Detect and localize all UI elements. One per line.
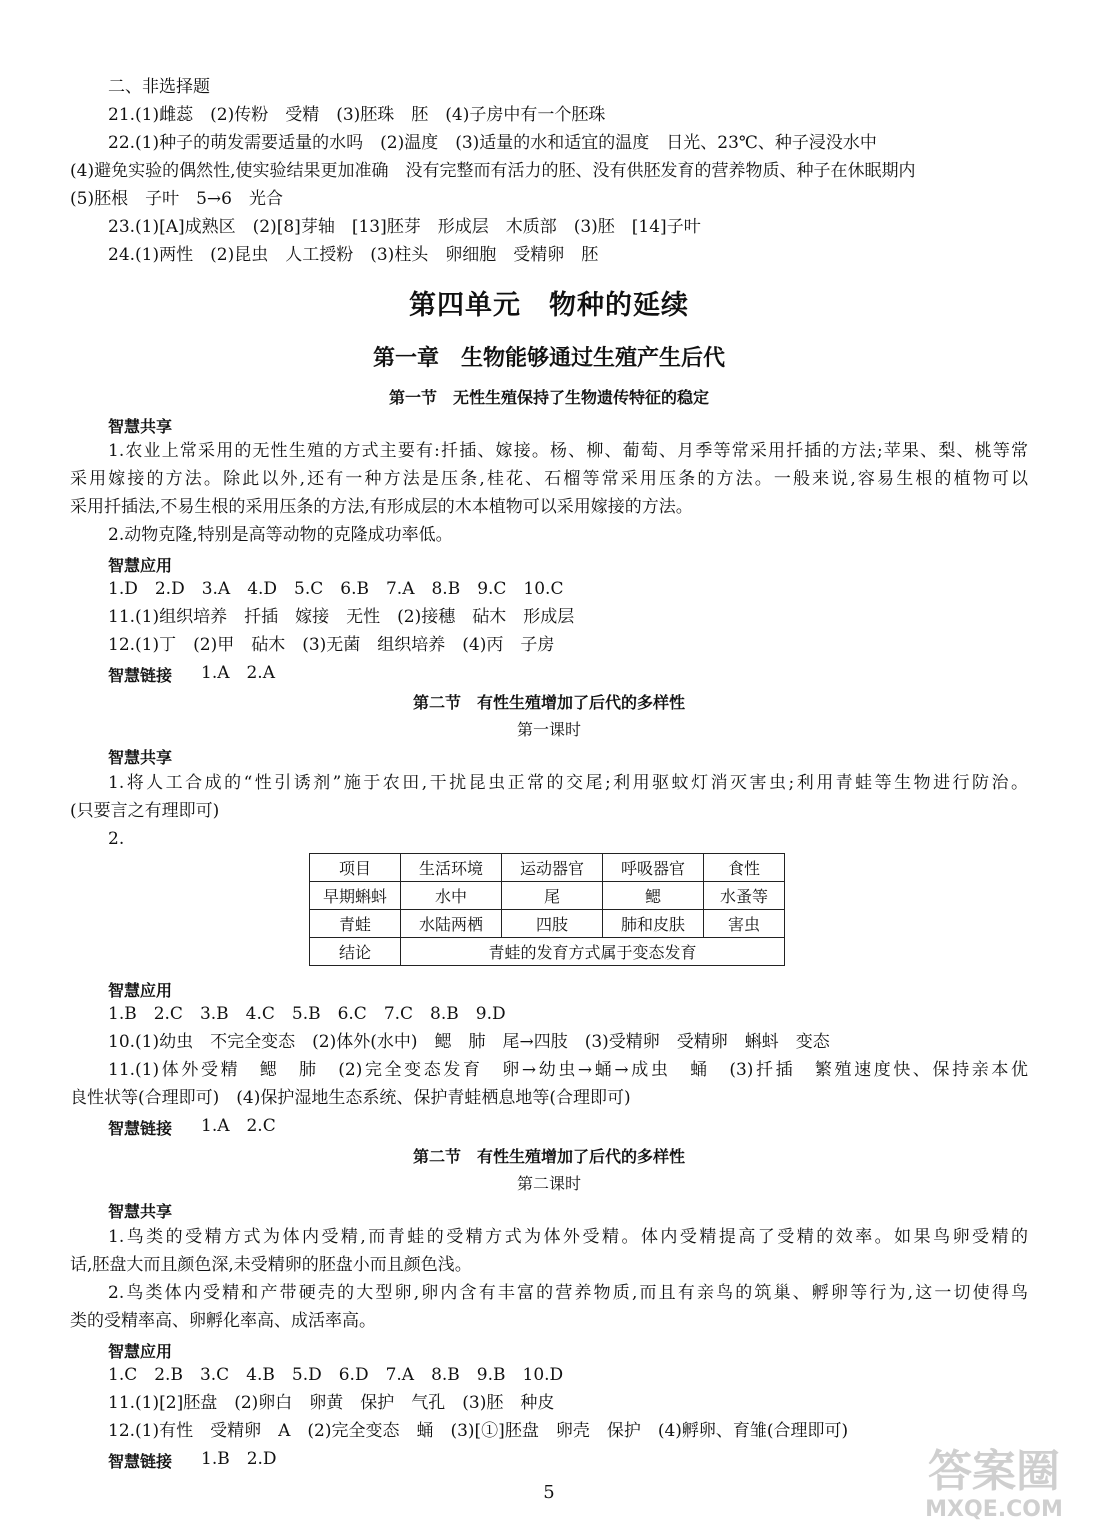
- label-share: 智慧共享: [108, 417, 173, 436]
- table-cell: 水中: [401, 882, 502, 910]
- label-link: 智慧链接: [108, 666, 173, 685]
- answer-line: 12.(1)丁 (2)甲 砧木 (3)无菌 组织培养 (4)丙 子房: [108, 635, 555, 655]
- watermark-sub: MXQE.COM: [925, 1497, 1063, 1522]
- label-apply: 智慧应用: [108, 981, 173, 1000]
- lesson-title: 第二课时: [516, 1174, 581, 1193]
- answer-line: 24.(1)两性 (2)昆虫 人工授粉 (3)柱头 卵细胞 受精卵 胚: [108, 245, 599, 265]
- answer-line: 11.(1)[2]胚盘 (2)卵白 卵黄 保护 气孔 (3)胚 种皮: [108, 1393, 555, 1413]
- table-row: [310, 910, 785, 938]
- label-link: 智慧链接: [108, 1119, 173, 1138]
- table-cell: 青蛙: [310, 910, 401, 938]
- label-link: 智慧链接: [108, 1452, 173, 1471]
- table-cell: 结论: [310, 938, 401, 966]
- table-cell: 水陆两栖: [401, 910, 502, 938]
- answer-line: 1.C 2.B 3.C 4.B 5.D 6.D 7.A 8.B 9.B 10.D: [108, 1365, 564, 1385]
- frog-development-table: [309, 853, 785, 966]
- unit-title: 第四单元 物种的延续: [409, 290, 689, 321]
- table-header: 项目: [310, 854, 401, 882]
- link-answers: 1.A 2.A: [201, 663, 275, 683]
- table-header: 食性: [704, 854, 785, 882]
- table-row: [310, 854, 785, 882]
- answer-line: 10.(1)幼虫 不完全变态 (2)体外(水中) 鳃 肺 尾→四肢 (3)受精卵 受精卵 蝌蚪 变态: [108, 1032, 830, 1052]
- answer-line: 21.(1)雌蕊 (2)传粉 受精 (3)胚珠 胚 (4)子房中有一个胚珠: [108, 105, 606, 125]
- paragraph-line: 2.鸟类体内受精和产带硬壳的大型卵,卵内含有丰富的营养物质,而且有亲鸟的筑巢、孵卵等行为,这一切使得鸟: [108, 1283, 1028, 1303]
- table-header: 生活环境: [401, 854, 502, 882]
- paragraph-line: (只要言之有理即可): [70, 801, 220, 821]
- link-answers: 1.B 2.D: [201, 1449, 277, 1469]
- label-apply: 智慧应用: [108, 556, 173, 575]
- answer-line: 1.B 2.C 3.B 4.C 5.B 6.C 7.C 8.B 9.D: [108, 1004, 506, 1024]
- paragraph-line: 2.动物克隆,特别是高等动物的克隆成功率低。: [108, 525, 453, 545]
- answer-line: (5)胚根 子叶 5→6 光合: [70, 189, 283, 209]
- table-cell: 四肢: [502, 910, 603, 938]
- paragraph-line: 1.将人工合成的“性引诱剂”施于农田,干扰昆虫正常的交尾;利用驱蚊灯消灭害虫;利用青蛙等生物进行防治。: [108, 773, 1028, 793]
- table-cell: 尾: [502, 882, 603, 910]
- watermark-main: 答案圈: [928, 1446, 1060, 1497]
- answer-line: 22.(1)种子的萌发需要适量的水吗 (2)温度 (3)适量的水和适宜的温度 日光、23℃、种子浸没水中: [108, 133, 877, 153]
- table-cell: 早期蝌蚪: [310, 882, 401, 910]
- answer-line: 1.D 2.D 3.A 4.D 5.C 6.B 7.A 8.B 9.C 10.C: [108, 579, 564, 599]
- answer-line: (4)避免实验的偶然性,使实验结果更加准确 没有完整而有活力的胚、没有供胚发育的营养物质、种子在休眠期内: [70, 161, 916, 181]
- paragraph-line: 话,胚盘大而且颜色深,未受精卵的胚盘小而且颜色浅。: [70, 1255, 472, 1275]
- table-header: 运动器官: [502, 854, 603, 882]
- answer-line: 12.(1)有性 受精卵 A (2)完全变态 蛹 (3)[①]胚盘 卵壳 保护 (4)孵卵、育雏(合理即可): [108, 1421, 849, 1441]
- section-title: 第二节 有性生殖增加了后代的多样性: [412, 693, 685, 712]
- section-title: 第一节 无性生殖保持了生物遗传特征的稳定: [388, 388, 709, 407]
- paragraph-line: 类的受精率高、卵孵化率高、成活率高。: [70, 1311, 376, 1331]
- link-answers: 1.A 2.C: [201, 1116, 276, 1136]
- answer-line: 23.(1)[A]成熟区 (2)[8]芽轴 [13]胚芽 形成层 木质部 (3)胚 [14]子叶: [108, 217, 701, 237]
- label-share: 智慧共享: [108, 1202, 173, 1221]
- chapter-title: 第一章 生物能够通过生殖产生后代: [372, 346, 725, 371]
- paragraph-line: 采用扦插法,不易生根的采用压条的方法,有形成层的木本植物可以采用嫁接的方法。: [70, 497, 693, 517]
- table-cell: 肺和皮肤: [603, 910, 704, 938]
- paragraph-line: 1.鸟类的受精方式为体内受精,而青蛙的受精方式为体外受精。体内受精提高了受精的效率。如果鸟卵受精的: [108, 1227, 1028, 1247]
- paragraph-line: 1.农业上常采用的无性生殖的方式主要有:扦插、嫁接。杨、柳、葡萄、月季等常采用扦插的方法;苹果、梨、桃等常: [108, 441, 1028, 461]
- watermark-logo: [904, 1434, 1084, 1524]
- table-row: [310, 882, 785, 910]
- table-cell-conclusion: 青蛙的发育方式属于变态发育: [401, 938, 785, 966]
- section-heading-nonchoice: 二、非选择题: [108, 77, 210, 97]
- paragraph-line: 采用嫁接的方法。除此以外,还有一种方法是压条,桂花、石榴等常采用压条的方法。一般来说,容易生根的植物可以: [70, 469, 1028, 489]
- answer-line: 良性状等(合理即可) (4)保护湿地生态系统、保护青蛙栖息地等(合理即可): [70, 1088, 631, 1108]
- label-share: 智慧共享: [108, 748, 173, 767]
- table-cell: 鳃: [603, 882, 704, 910]
- label-apply: 智慧应用: [108, 1342, 173, 1361]
- table-cell: 害虫: [704, 910, 785, 938]
- lesson-title: 第一课时: [516, 720, 581, 739]
- table-row: [310, 938, 785, 966]
- answer-line: 11.(1)体外受精 鳃 肺 (2)完全变态发育 卵→幼虫→蛹→成虫 蛹 (3)扦插 繁殖速度快、保持亲本优: [108, 1060, 1028, 1080]
- page-number: 5: [543, 1482, 555, 1503]
- section-title: 第二节 有性生殖增加了后代的多样性: [412, 1147, 685, 1166]
- table-cell: 水蚤等: [704, 882, 785, 910]
- table-header: 呼吸器官: [603, 854, 704, 882]
- answer-line: 11.(1)组织培养 扦插 嫁接 无性 (2)接穗 砧木 形成层: [108, 607, 575, 627]
- paragraph-line: 2.: [108, 829, 125, 849]
